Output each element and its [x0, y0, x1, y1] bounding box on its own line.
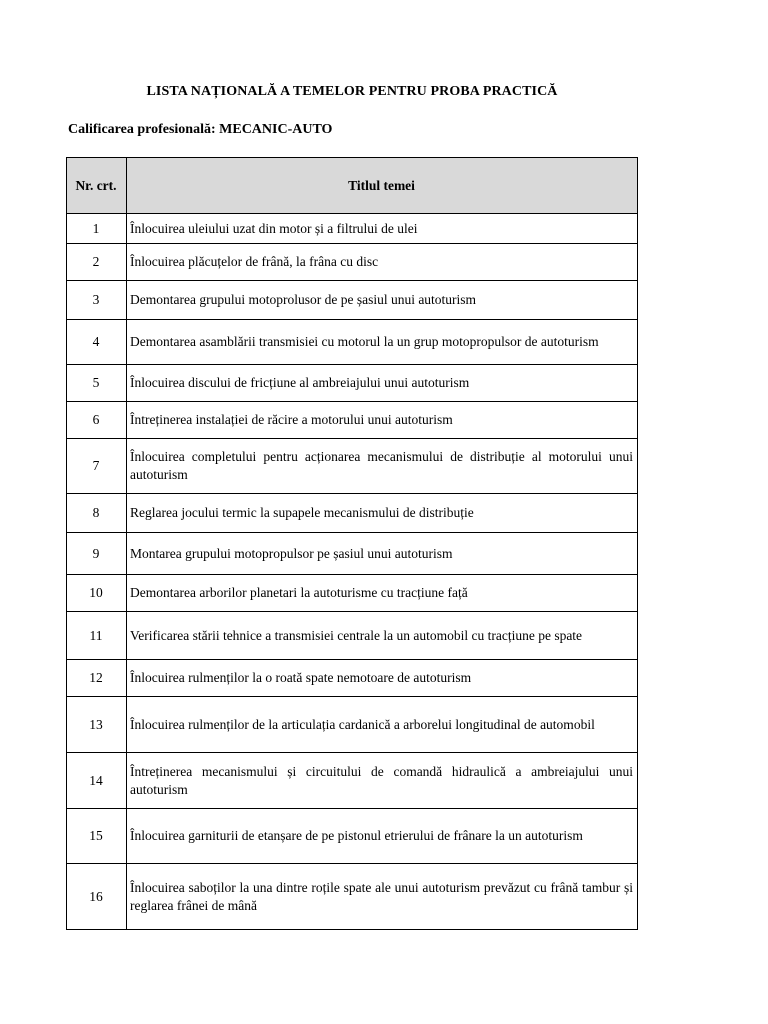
table-row — [67, 575, 638, 612]
row-number: 7 — [67, 439, 127, 494]
table-row — [67, 439, 638, 494]
row-number: 16 — [67, 864, 127, 930]
row-title: Întreținerea mecanismului și circuitului de comandă hidraulică a ambreiajului unui autoturism — [127, 753, 638, 809]
row-title: Înlocuirea discului de fricțiune al ambreiajului unui autoturism — [127, 365, 638, 402]
row-number: 9 — [67, 533, 127, 575]
table-row — [67, 365, 638, 402]
row-title: Montarea grupului motopropulsor pe șasiul unui autoturism — [127, 533, 638, 575]
table-row — [67, 660, 638, 697]
page-title: LISTA NAȚIONALĂ A TEMELOR PENTRU PROBA PRACTICĂ — [146, 84, 558, 99]
table-row — [67, 214, 638, 244]
table-row — [67, 753, 638, 809]
qualification-label: Calificarea profesională: — [68, 122, 216, 137]
qualification-value: MECANIC-AUTO — [219, 122, 333, 137]
table-row — [67, 697, 638, 753]
row-title: Reglarea jocului termic la supapele mecanismului de distribuție — [127, 494, 638, 533]
table-row — [67, 281, 638, 320]
row-title: Înlocuirea rulmenților de la articulația cardanică a arborelui longitudinal de automobil — [127, 697, 638, 753]
table-row — [67, 612, 638, 660]
topics-table — [66, 157, 638, 930]
table-header-row — [67, 158, 638, 214]
row-title: Înlocuirea saboților la una dintre roțile spate ale unui autoturism prevăzut cu frână tambur și reglarea frânei de mână — [127, 864, 638, 930]
row-number: 4 — [67, 320, 127, 365]
row-number: 5 — [67, 365, 127, 402]
row-number: 13 — [67, 697, 127, 753]
row-number: 1 — [67, 214, 127, 244]
qualification-line — [68, 122, 332, 138]
row-number: 10 — [67, 575, 127, 612]
table-row — [67, 244, 638, 281]
table-row — [67, 494, 638, 533]
row-number: 8 — [67, 494, 127, 533]
row-title: Înlocuirea uleiului uzat din motor și a filtrului de ulei — [127, 214, 638, 244]
row-number: 12 — [67, 660, 127, 697]
row-title: Demontarea asamblării transmisiei cu motorul la un grup motopropulsor de autoturism — [127, 320, 638, 365]
row-number: 2 — [67, 244, 127, 281]
row-title: Înlocuirea rulmenților la o roată spate nemotoare de autoturism — [127, 660, 638, 697]
row-number: 14 — [67, 753, 127, 809]
table-row — [67, 402, 638, 439]
row-number: 15 — [67, 809, 127, 864]
row-number: 3 — [67, 281, 127, 320]
row-title: Înlocuirea plăcuțelor de frână, la frâna cu disc — [127, 244, 638, 281]
table-row — [67, 533, 638, 575]
row-title: Întreținerea instalației de răcire a motorului unui autoturism — [127, 402, 638, 439]
row-title: Înlocuirea garniturii de etanșare de pe pistonul etrierului de frânare la un autoturism — [127, 809, 638, 864]
row-number: 11 — [67, 612, 127, 660]
table-row — [67, 809, 638, 864]
row-title: Verificarea stării tehnice a transmisiei centrale la un automobil cu tracțiune pe spate — [127, 612, 638, 660]
header-nr: Nr. crt. — [67, 158, 127, 214]
row-number: 6 — [67, 402, 127, 439]
row-title: Demontarea grupului motoprolusor de pe șasiul unui autoturism — [127, 281, 638, 320]
table-row — [67, 864, 638, 930]
row-title: Înlocuirea completului pentru acționarea mecanismului de distribuție al motorului unui autoturism — [127, 439, 638, 494]
row-title: Demontarea arborilor planetari la autoturisme cu tracțiune față — [127, 575, 638, 612]
header-title: Titlul temei — [127, 158, 638, 214]
table-row — [67, 320, 638, 365]
